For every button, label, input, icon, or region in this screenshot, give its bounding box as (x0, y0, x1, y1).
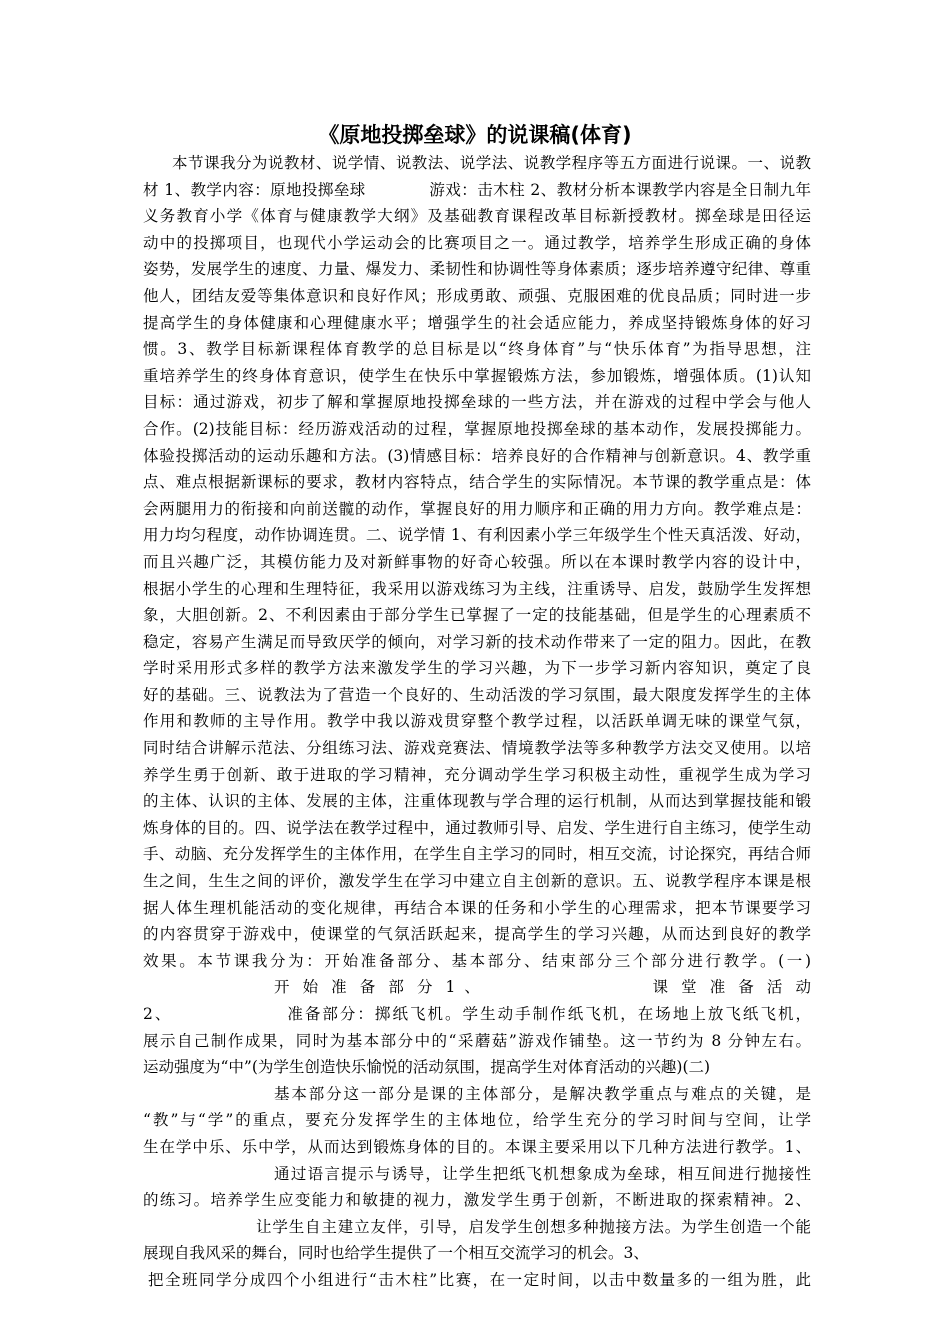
document-body (143, 150, 811, 1294)
body-line: 会两腿用力的衔接和向前送髋的动作，掌握良好的用力顺序和正确的用力方向。教学难点是： (143, 499, 811, 518)
body-line: 好的基础。三、说教法为了营造一个良好的、生动活泼的学习氛围，最大限度发挥学生的主体 (143, 685, 811, 704)
body-line: 展现自我风采的舞台，同时也给学生提供了一个相互交流学习的机会。3、 (143, 1244, 649, 1263)
body-line: 用力均匀程度，动作协调连贯。二、说学情 1、有利因素小学三年级学生个性天真活泼、好动， (143, 526, 811, 545)
body-line: 动中的投掷项目，也现代小学运动会的比赛项目之一。通过教学，培养学生形成正确的身体 (143, 233, 811, 252)
body-line: 让学生自主建立友伴，引导，启发学生创想多种抛接方法。为学生创造一个能 (256, 1217, 811, 1236)
body-line: 手、动脑、充分发挥学生的主体作用，在学生自主学习的同时，相互交流，讨论探究，再结合师 (143, 845, 811, 864)
body-line: 惯。3、教学目标新课程体育教学的总目标是以“终身体育”与“快乐体育”为指导思想，注 (143, 340, 811, 359)
body-line: 的练习。培养学生应变能力和敏捷的视力，激发学生勇于创新，不断进取的探索精神。2、 (143, 1191, 811, 1210)
body-line: 象，大胆创新。2、不利因素由于部分学生已掌握了一定的技能基础，但是学生的心理素质不 (143, 606, 811, 625)
body-line: 基本部分这一部分是课的主体部分，是解决教学重点与难点的关键，是 (274, 1084, 811, 1103)
body-line: 合作。(2)技能目标：经历游戏活动的过程，掌握原地投掷垒球的基本动作，发展投掷能力。 (143, 419, 811, 438)
body-line: 通过语言提示与诱导，让学生把纸飞机想象成为垒球，相互间进行抛接性 (274, 1164, 811, 1183)
body-line: 重培养学生的终身体育意识，使学生在快乐中掌握锻炼方法，参加锻炼，增强体质。(1)认知 (143, 366, 811, 385)
body-line: 点、难点根据新课标的要求，教材内容特点，结合学生的实际情况。本节课的教学重点是：体 (143, 473, 811, 492)
body-line: 的内容贯穿于游戏中，使课堂的气氛活跃起来，提高学生的学习兴趣，从而达到良好的教学 (143, 925, 811, 944)
body-line: 姿势，发展学生的速度、力量、爆发力、柔韧性和协调性等身体素质；逐步培养遵守纪律、尊重 (143, 260, 811, 279)
body-line: 生在学中乐、乐中学，从而达到锻炼身体的目的。本课主要采用以下几种方法进行教学。1、 (143, 1137, 811, 1156)
body-line: 展示自己制作成果，同时为基本部分中的“采蘑菇”游戏作铺垫。这一节约为 8 分钟左右。 (143, 1031, 811, 1050)
body-line: 同时结合讲解示范法、分组练习法、游戏竞赛法、情境教学法等多种教学方法交叉使用。以培 (143, 739, 811, 758)
body-line: 据人体生理机能活动的变化规律，再结合本课的任务和小学生的心理需求，把本节课要学习 (143, 898, 811, 917)
body-line: 而且兴趣广泛，其模仿能力及对新鲜事物的好奇心较强。所以在本课时教学内容的设计中， (143, 552, 811, 571)
body-line: 2、 准备部分：掷纸飞机。学生动手制作纸飞机，在场地上放飞纸飞机， (143, 1005, 811, 1023)
body-line: 义务教育小学《体育与健康教学大纲》及基础教育课程改革目标新授教材。掷垒球是田径运 (143, 207, 811, 226)
body-line: 根据小学生的心理和生理特征，我采用以游戏练习为主线，注重诱导、启发，鼓励学生发挥想 (143, 579, 811, 598)
document-title: 《原地投掷垒球》的说课稿(体育) (318, 123, 632, 147)
body-line: 提高学生的身体健康和心理健康水平；增强学生的社会适应能力，养成坚持锻炼身体的好习 (143, 313, 811, 332)
body-line: 生之间，生生之间的评价，激发学生在学习中建立自主创新的意识。五、说教学程序本课是根 (143, 872, 811, 891)
body-line: 本节课我分为说教材、说学情、说教法、说学法、说教学程序等五方面进行说课。一、说教 (172, 154, 811, 172)
body-line: 养学生勇于创新、敢于进取的学习精神，充分调动学生学习积极主动性，重视学生成为学习 (143, 765, 811, 784)
body-line: 的主体、认识的主体、发展的主体，注重体现教与学合理的运行机制，从而达到掌握技能和锻 (143, 792, 811, 811)
body-line: 体验投掷活动的运动乐趣和方法。(3)情感目标：培养良好的合作精神与创新意识。4、教学重 (143, 446, 811, 465)
body-line: 把全班同学分成四个小组进行“击木柱”比赛，在一定时间，以击中数量多的一组为胜，此 (148, 1270, 811, 1289)
body-line: 效果。本节课我分为：开始准备部分、基本部分、结束部分三个部分进行教学。(一) (143, 951, 811, 970)
body-line: “教”与“学”的重点，要充分发挥学生的主体地位，给学生充分的学习时间与空间，让学 (143, 1111, 811, 1130)
body-line: 运动强度为“中”(为学生创造快乐愉悦的活动氛围，提高学生对体育活动的兴趣)(二) (143, 1058, 711, 1077)
body-line: 学时采用形式多样的教学方法来激发学生的学习兴趣，为下一步学习新内容知识，奠定了良 (143, 659, 811, 678)
body-line: 稳定，容易产生满足而导致厌学的倾向，对学习新的技术动作带来了一定的阻力。因此，在教 (143, 632, 811, 651)
body-line: 目标：通过游戏，初步了解和掌握原地投掷垒球的一些方法，并在游戏的过程中学会与他人 (143, 393, 811, 412)
body-line: 炼身体的目的。四、说学法在教学过程中，通过教师引导、启发、学生进行自主练习，使学生动 (143, 818, 811, 837)
body-line: 他人，团结友爱等集体意识和良好作风；形成勇敢、顽强、克服困难的优良品质；同时进一步 (143, 286, 811, 305)
body-line: 开 始 准 备 部 分 1 、 课 堂 准 备 活 动 (274, 978, 811, 997)
body-line: 材 1、教学内容：原地投掷垒球 游戏：击木柱 2、教材分析本课教学内容是全日制九年 (143, 180, 811, 199)
body-line: 作用和教师的主导作用。教学中我以游戏贯穿整个教学过程，以活跃单调无味的课堂气氛， (143, 712, 811, 731)
